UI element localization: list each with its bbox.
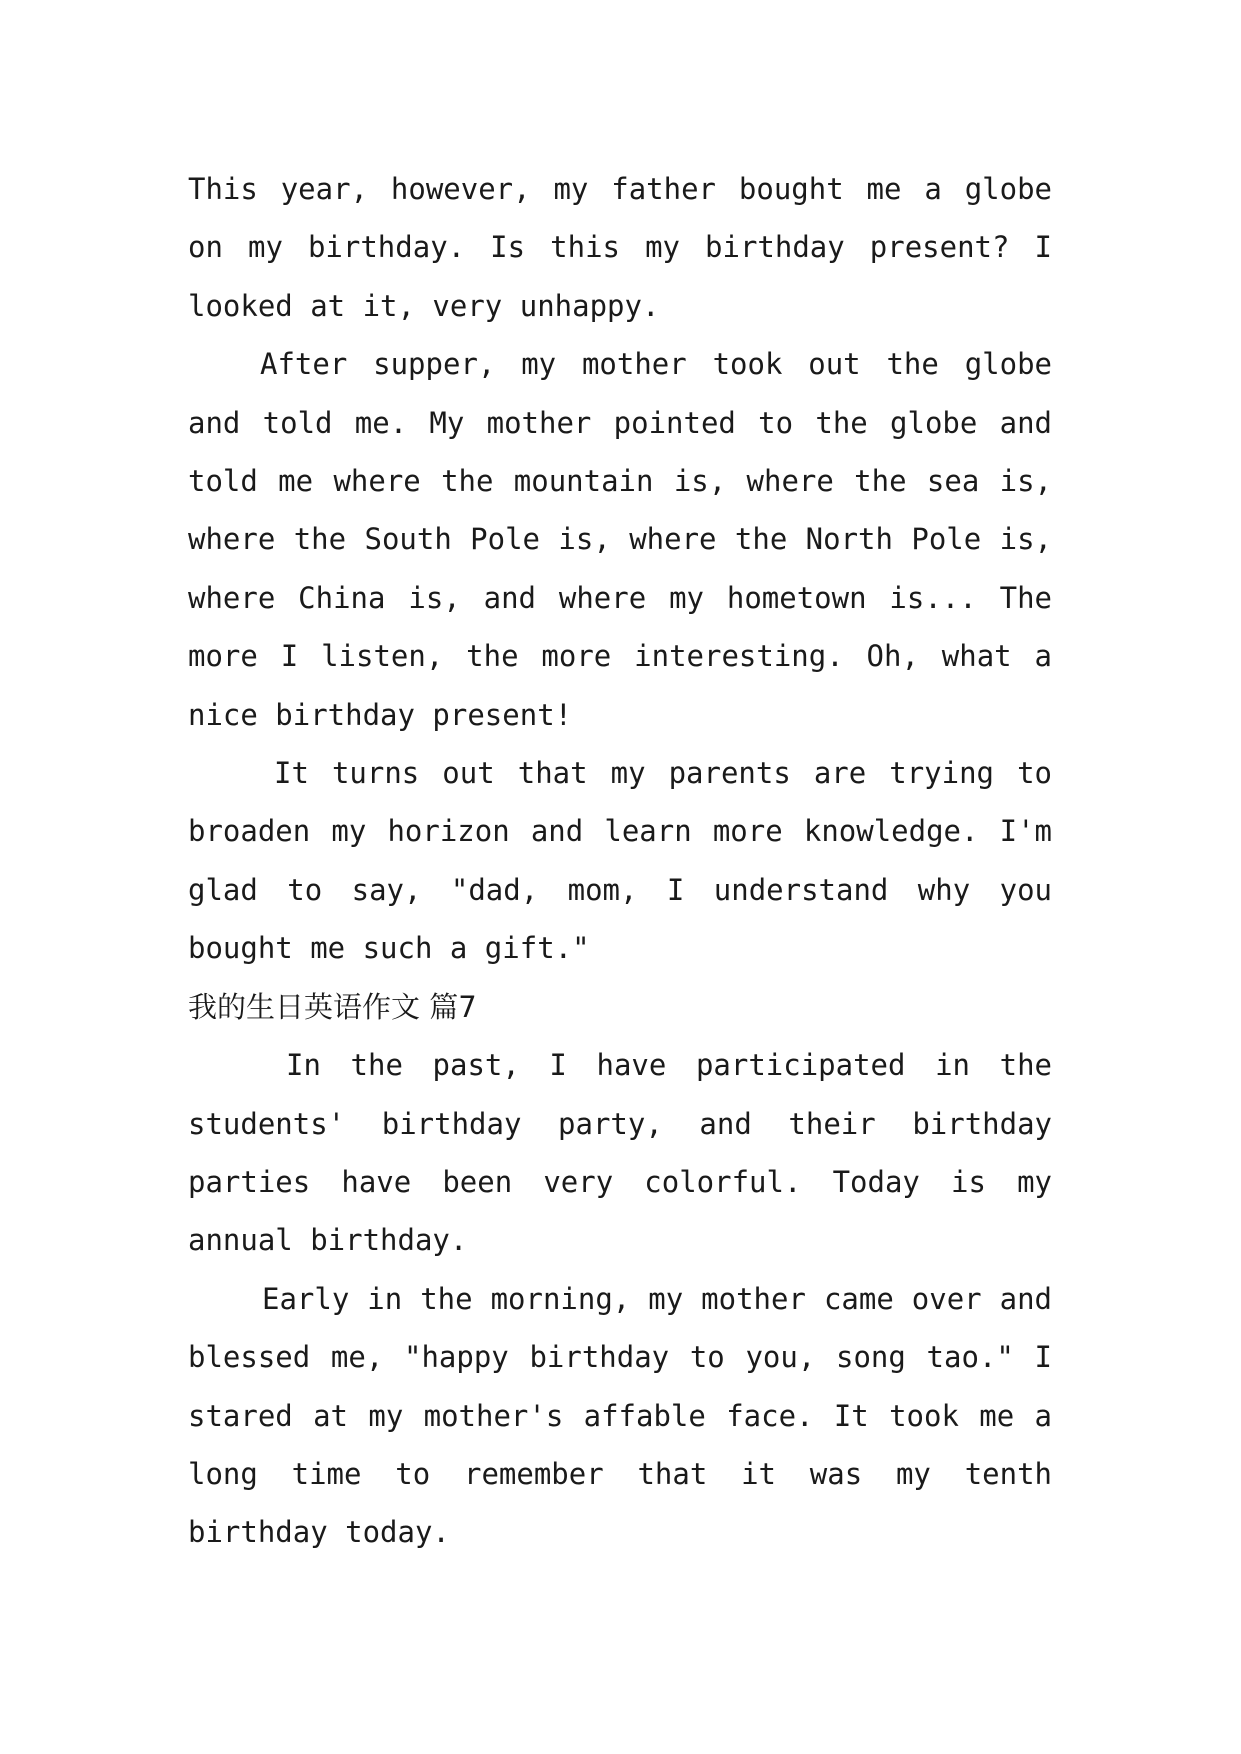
paragraph-after-supper: After supper, my mother took out the globe and told me. My mother pointed to the globe and told me where the mountain is, where the sea is, where the South Pole is, where the North Pole is, where China is, and where my hometown is... The more I listen, the more interesting. Oh, what a nice birthday present! <box>188 347 1052 732</box>
paragraph-globe-gift: This year, however, my father bought me a globe on my birthday. Is this my birthday present? I looked at it, very unhappy. <box>188 172 1052 323</box>
section-heading: 我的生日英语作文 篇7 <box>188 989 477 1024</box>
paragraph-early-morning: Early in the morning, my mother came over and blessed me, "happy birthday to you, song tao." I stared at my mother's affable face. It took me a long time to remember that it was my tenth birthday today. <box>188 1281 1052 1550</box>
paragraph-parents-intent: It turns out that my parents are trying to broaden my horizon and learn more knowledge. I'm glad to say, "dad, mom, I understand why you bought me such a gift." <box>188 756 1052 966</box>
paragraph-past-parties: In the past, I have participated in the students' birthday party, and their birthday parties have been very colorful. Today is my annual birthday. <box>188 1048 1052 1258</box>
essay-body <box>188 160 1052 1562</box>
